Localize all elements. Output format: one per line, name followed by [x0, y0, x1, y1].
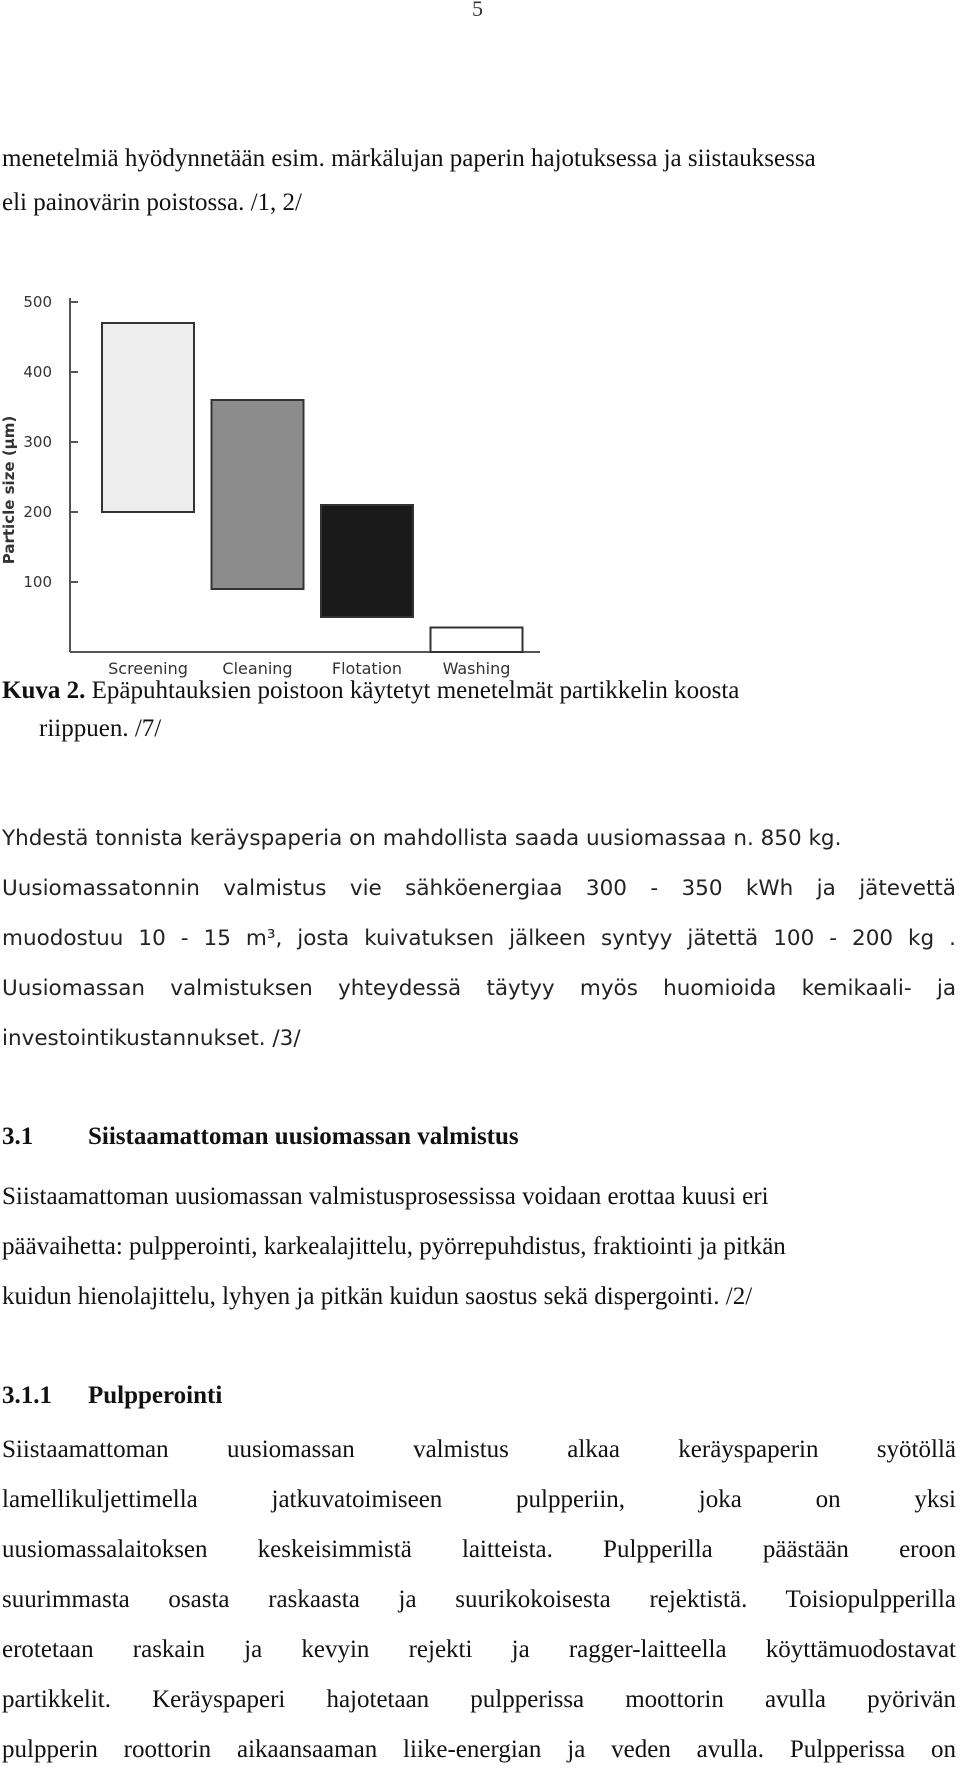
- chart-y-tick-label: 100: [23, 573, 52, 591]
- chart-bar-washing: [431, 628, 523, 653]
- section-3-1-1-number: 3.1.1: [2, 1382, 52, 1409]
- section-3-1-1-paragraph: [2, 1425, 956, 1775]
- section-3-1-1-line: partikkelit. Keräyspaperi hajotetaan pulpperissa moottorin avulla pyörivän: [2, 1686, 956, 1713]
- figure-caption: [2, 672, 739, 748]
- chart-x-tick-label: Flotation: [331, 659, 403, 678]
- paragraph-2-line: Uusiomassatonnin valmistus vie sähköenergiaa 300 - 350 kWh ja jätevettä: [2, 876, 956, 901]
- chart-y-axis-label: Particle size (µm): [0, 415, 18, 565]
- section-3-1-line: Siistaamattoman uusiomassan valmistusprosessissa voidaan erottaa kuusi eri: [2, 1183, 769, 1210]
- section-3-1-1-line: erotetaan raskain ja kevyin rejekti ja ragger-laitteella köyttämuodostavat: [2, 1636, 956, 1663]
- paragraph-2-line: muodostuu 10 - 15 m³, josta kuivatuksen jälkeen syntyy jätettä 100 - 200 kg .: [2, 926, 956, 951]
- intro-line: eli painovärin poistossa. /1, 2/: [2, 189, 302, 216]
- chart-y-tick-label: 300: [23, 433, 52, 451]
- paragraph-2: [2, 814, 956, 1064]
- chart-y-tick-label: 400: [23, 363, 52, 381]
- section-3-1-title: Siistaamattoman uusiomassan valmistus: [88, 1123, 519, 1150]
- section-3-1-1-line: uusiomassalaitoksen keskeisimmistä laitteista. Pulpperilla päästään eroon: [2, 1536, 956, 1563]
- intro-line: menetelmiä hyödynnetään esim. märkälujan paperin hajotuksessa ja siistauksessa: [2, 145, 816, 172]
- chart-bar-cleaning: [212, 400, 304, 589]
- chart-y-tick-label: 200: [23, 503, 52, 521]
- chart-x-tick-label: Cleaning: [222, 659, 293, 678]
- intro-paragraph: [2, 134, 956, 228]
- paragraph-2-line: Uusiomassan valmistuksen yhteydessä täytyy myös huomioida kemikaali- ja: [2, 976, 956, 1001]
- caption-text-line2: riippuen. /7/: [39, 715, 162, 742]
- chart-bars: [102, 323, 523, 652]
- paragraph-2-line: Yhdestä tonnista keräyspaperia on mahdollista saada uusiomassaa n. 850 kg.: [2, 826, 842, 851]
- chart-bar-screening: [102, 323, 194, 512]
- page-number: 5: [472, 0, 483, 21]
- paragraph-2-line: investointikustannukset. /3/: [2, 1026, 301, 1051]
- section-3-1-number: 3.1: [2, 1123, 34, 1150]
- section-3-1-line: kuidun hienolajittelu, lyhyen ja pitkän kuidun saostus sekä dispergointi. /2/: [2, 1283, 753, 1310]
- section-3-1-line: päävaihetta: pulpperointi, karkealajittelu, pyörrepuhdistus, fraktiointi ja pitkän: [2, 1233, 786, 1260]
- chart-x-tick-label: Screening: [108, 659, 188, 678]
- section-3-1-heading: [2, 1123, 519, 1151]
- section-3-1-1-heading: [2, 1382, 222, 1410]
- section-3-1-1-line: pulpperin roottorin aikaansaaman liike-energian ja veden avulla. Pulpperissa on: [2, 1736, 956, 1763]
- caption-label: Kuva 2.: [2, 677, 86, 704]
- particle-size-chart: [0, 290, 560, 680]
- chart-svg: [0, 290, 560, 680]
- section-3-1-paragraph: [2, 1172, 956, 1322]
- chart-x-tick-label: Washing: [442, 659, 511, 678]
- section-3-1-1-line: lamellikuljettimella jatkuvatoimiseen pulpperiin, joka on yksi: [2, 1486, 956, 1513]
- section-3-1-1-title: Pulpperointi: [88, 1382, 223, 1409]
- section-3-1-1-line: suurimmasta osasta raskaasta ja suurikokoisesta rejektistä. Toisiopulpperilla: [2, 1586, 956, 1613]
- caption-text-line1: Epäpuhtauksien poistoon käytetyt menetelmät partikkelin koosta: [85, 677, 740, 704]
- chart-y-tick-label: 500: [23, 293, 52, 311]
- section-3-1-1-line: Siistaamattoman uusiomassan valmistus alkaa keräyspaperin syötöllä: [2, 1436, 956, 1463]
- chart-bar-flotation: [321, 505, 413, 617]
